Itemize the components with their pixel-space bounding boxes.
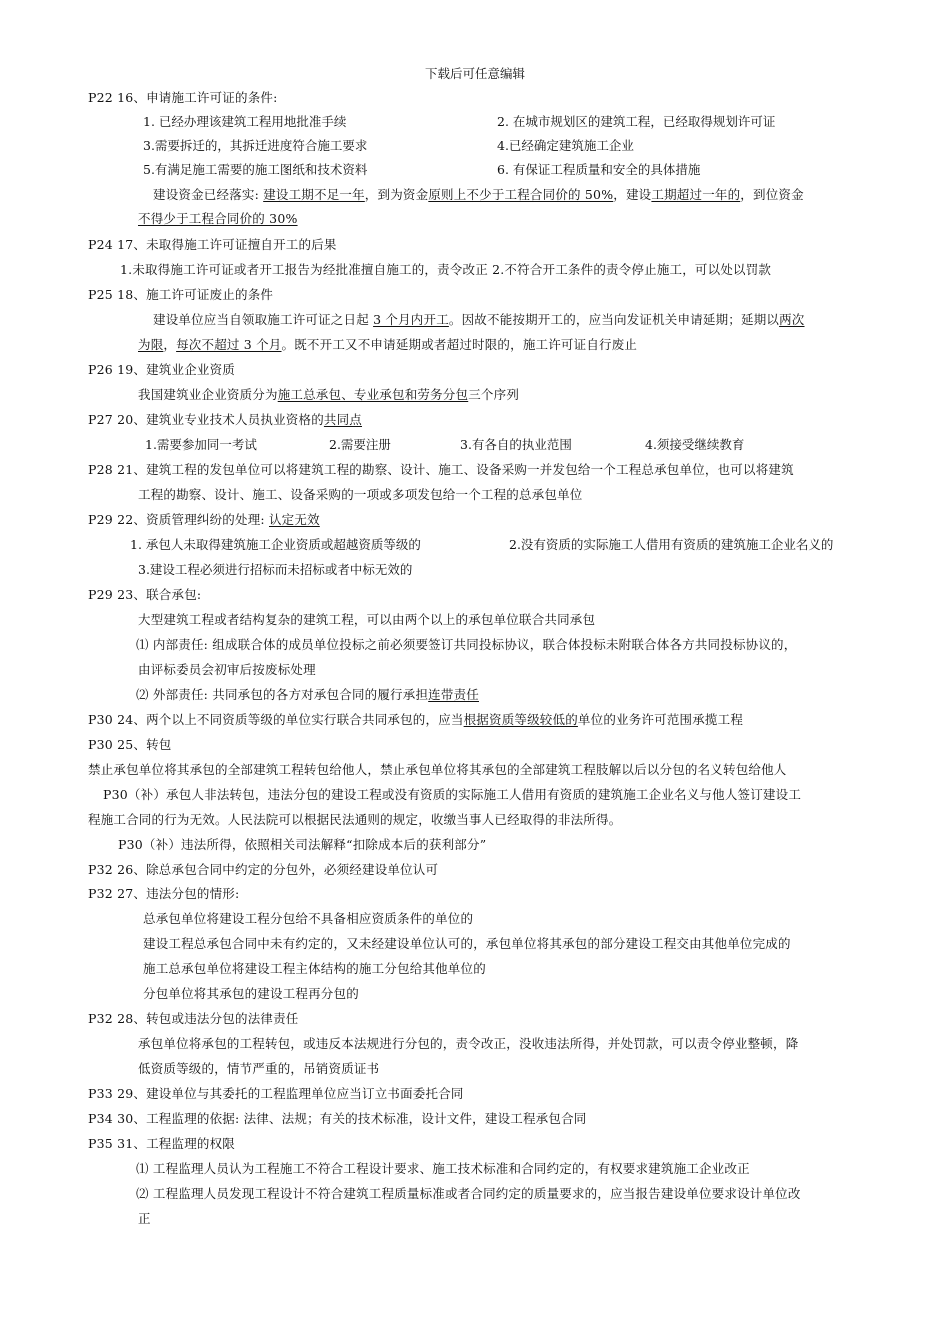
section-23-title: P29 23、联合承包: [88,587,202,602]
section-28-title: P32 28、转包或违法分包的法律责任 [88,1011,299,1026]
s31-line-1: ⑴ 工程监理人员认为工程施工不符合工程设计要求、施工技术标准和合同约定的，有权要求建筑施工企业改正 [136,1161,750,1176]
section-30: P34 30、工程监理的依据: 法律、法规；有关的技术标准，设计文件，建设工程承包合同 [88,1111,587,1126]
section-27-title: P32 27、违法分包的情形: [88,886,240,901]
section-19-title: P26 19、建筑业企业资质 [88,362,235,377]
funds-50-percent: 原则上不少于工程合同价的 50% [428,187,614,202]
s22-title-text: P29 22、资质管理纠纷的处理: [88,512,269,527]
s24-text: 单位的业务许可范围承揽工程 [577,712,744,727]
s16-condition-4: 4.已经确定建筑施工企业 [497,138,634,153]
s18-text: ， [163,337,177,352]
s23-internal-liability: ⑴ 内部责任: 组成联合体的成员单位投标之前必须要签订共同投标协议，联合体投标未附联合体各方共同投标协议的， [136,637,797,652]
s23-line-1: 大型建筑工程或者结构复杂的建筑工程，可以由两个以上的承包单位联合共同承包 [138,612,596,627]
s22-invalid: 认定无效 [268,512,320,527]
s20-title-text: P27 20、建筑业专业技术人员执业资格的 [88,412,324,427]
s23-joint-liability: 连带责任 [428,687,479,702]
s18-three-months: 3 个月内开工 [373,312,449,327]
section-21-line-1: P28 21、建筑工程的发包单位可以将建筑工程的勘察、设计、施工、设备采购一并发包给一个工程总承包单位，也可以将建筑 [88,462,794,477]
s28-line-1: 承包单位将承包的工程转包，或违反本法规进行分包的，责令改正，没收违法所得，并处罚款，可以责令停业整顿，降 [138,1036,799,1051]
s25-supplement-2: P30（补）违法所得，依照相关司法解释“扣除成本后的获利部分” [118,837,487,852]
s18-each-three-months: 每次不超过 3 个月 [176,337,282,352]
section-22-title [88,512,320,528]
s24-text: P30 24、两个以上不同资质等级的单位实行联合共同承包的，应当 [88,712,464,727]
section-31-title: P35 31、工程监理的权限 [88,1136,235,1151]
s19-text: 我国建筑业企业资质分为 [138,387,278,402]
s27-item-3: 施工总承包单位将建设工程主体结构的施工分包给其他单位的 [143,961,486,976]
s18-two-times: 两次 [779,312,805,327]
s20-common-points: 共同点 [323,412,363,427]
s16-condition-1: 1. 已经办理该建筑工程用地批准手续 [143,114,347,129]
s16-funds-line [153,187,804,203]
section-21-line-2: 工程的勘察、设计、施工、设备采购的一项或多项发包给一个工程的总承包单位 [138,487,583,502]
s18-text: 建设单位应当自领取施工许可证之日起 [153,312,374,327]
s24-lower-grade: 根据资质等级较低的 [463,712,578,727]
s22-item-2: 2.没有资质的实际施工人借用有资质的建筑施工企业名义的 [509,537,834,552]
funds-label: 建设资金已经落实: [153,187,264,202]
section-16-title: P22 16、申请施工许可证的条件: [88,90,278,105]
section-29: P33 29、建设单位与其委托的工程监理单位应当订立书面委托合同 [88,1086,464,1101]
funds-long-term: 工期超过一年的 [651,187,741,202]
section-18-title: P25 18、施工许可证废止的条件 [88,287,274,302]
s23-external-liability [136,687,479,703]
s18-line-1 [153,312,805,328]
s25-supplement-1-line-1: P30（补）承包人非法转包，违法分包的建设工程或没有资质的实际施工人借用有资质的建筑施工企业名义与他人签订建设工 [103,787,802,802]
s18-text: 。因故不能按期开工的，应当向发证机关申请延期；延期以 [448,312,780,327]
s17-body: 1.未取得施工许可证或者开工报告为经批准擅自施工的，责令改正 2.不符合开工条件的责令停止施工，可以处以罚款 [120,262,772,277]
s16-funds-30-percent: 不得少于工程合同价的 30% [138,211,298,226]
funds-text: ，到位资金 [740,187,804,202]
s28-line-2: 低资质等级的，情节严重的，吊销资质证书 [138,1061,380,1076]
s23-text: ⑵ 外部责任: 共同承包的各方对承包合同的履行承担 [136,687,429,702]
s16-condition-5: 5.有满足施工需要的施工图纸和技术资料 [143,162,368,177]
s27-item-1: 总承包单位将建设工程分包给不具备相应资质条件的单位的 [143,911,474,926]
section-24 [88,712,743,728]
funds-short-term: 建设工期不足一年 [263,187,365,202]
section-20-title [88,412,362,428]
s22-item-3: 3.建设工程必须进行招标而未招标或者中标无效的 [138,562,413,577]
s18-line-2 [138,337,637,353]
s16-condition-2: 2. 在城市规划区的建筑工程，已经取得规划许可证 [497,114,776,129]
section-17-title: P24 17、未取得施工许可证擅自开工的后果 [88,237,337,252]
s20-item-3: 3.有各自的执业范围 [460,437,572,452]
section-25-title: P30 25、转包 [88,737,172,752]
s16-condition-6: 6. 有保证工程质量和安全的具体措施 [497,162,701,177]
s31-line-3: 正 [138,1211,151,1226]
s27-item-4: 分包单位将其承包的建设工程再分包的 [143,986,359,1001]
s19-body [138,387,519,403]
s19-text: 三个序列 [468,387,520,402]
s23-line-3: 由评标委员会初审后按废标处理 [138,662,316,677]
s20-item-4: 4.须接受继续教育 [645,437,745,452]
s25-body: 禁止承包单位将其承包的全部建筑工程转包给他人，禁止承包单位将其承包的全部建筑工程肢解以后以分包的名义转包给他人 [88,762,787,777]
s25-supplement-1-line-2: 程施工合同的行为无效。人民法院可以根据民法通则的规定，收缴当事人已经取得的非法所得。 [88,812,622,827]
page-header: 下载后可任意编辑 [424,66,525,81]
s18-text: 。既不开工又不申请延期或者超过时限的，施工许可证自行废止 [281,337,638,352]
funds-text: ，建设 [613,187,652,202]
section-26: P32 26、除总承包合同中约定的分包外，必须经建设单位认可 [88,862,439,877]
s31-line-2: ⑵ 工程监理人员发现工程设计不符合建筑工程质量标准或者合同约定的质量要求的，应当报告建设单位要求设计单位改 [136,1186,801,1201]
funds-text: ，到为资金 [364,187,429,202]
s18-limit: 为限 [138,337,164,352]
s27-item-2: 建设工程总承包合同中未有约定的，又未经建设单位认可的，承包单位将其承包的部分建设工程交由其他单位完成的 [143,936,791,951]
s20-item-2: 2.需要注册 [329,437,391,452]
s16-condition-3: 3.需要拆迁的，其拆迁进度符合施工要求 [143,138,368,153]
s19-sequences: 施工总承包、专业承包和劳务分包 [277,387,469,402]
s22-item-1: 1. 承包人未取得建筑施工企业资质或超越资质等级的 [130,537,421,552]
s20-item-1: 1.需要参加同一考试 [145,437,257,452]
